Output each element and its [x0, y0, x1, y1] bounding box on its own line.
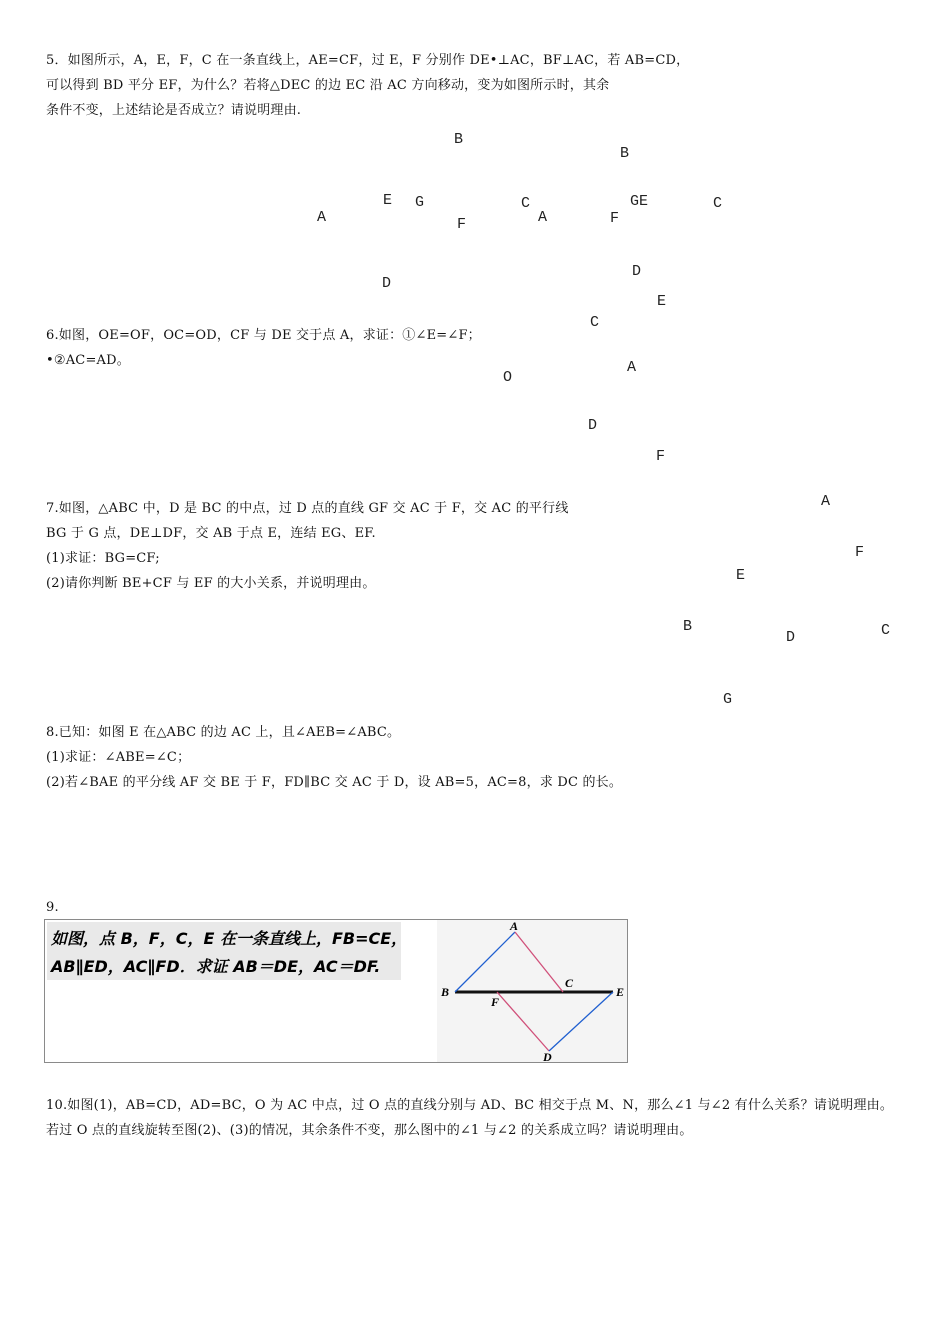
point-label-b: B	[620, 145, 630, 162]
q9-figure-box	[44, 919, 628, 1063]
point-label-f: F	[610, 210, 620, 227]
point-label-d: D	[632, 263, 642, 280]
point-label-c: C	[521, 195, 531, 212]
point-label-g: G	[723, 691, 733, 708]
point-label-c: C	[590, 314, 600, 331]
point-label-c: C	[881, 622, 891, 639]
point-label-f: F	[656, 448, 666, 465]
q8-line-2: (1)求证：∠ABE=∠C；	[46, 750, 191, 765]
point-label-d: D	[588, 417, 598, 434]
q6-line-2: •②AC=AD。	[46, 353, 130, 368]
q8-line-3: (2)若∠BAE 的平分线 AF 交 BE 于 F，FD∥BC 交 AC 于 D，设 AB=5，AC=8，求 DC 的长。	[46, 775, 623, 790]
point-label-g: G	[415, 194, 425, 211]
q9-text-line-2: AB∥ED，AC∥FD．求证 AB＝DE，AC＝DF.	[51, 957, 381, 976]
point-label-b: B	[683, 618, 693, 635]
q10-line-2: 若过 O 点的直线旋转至图(2)、(3)的情况，其余条件不变，那么图中的∠1 与∠2 的关系成立吗？请说明理由。	[46, 1123, 693, 1138]
q7-line-1: 7.如图，△ABC 中，D 是 BC 的中点，过 D 点的直线 GF 交 AC 于 F，交 AC 的平行线	[46, 501, 569, 516]
point-label-e: E	[383, 192, 393, 209]
q9-number: 9.	[46, 900, 59, 915]
q9-diagram-svg	[437, 920, 627, 1062]
q9-diagram	[437, 920, 627, 1062]
point-label-c: C	[713, 195, 723, 212]
q7-line-2: BG 于 G 点，DE⊥DF，交 AB 于点 E，连结 EG、EF.	[46, 526, 376, 541]
point-label-b: B	[441, 985, 450, 999]
q7-line-3: (1)求证：BG=CF;	[46, 551, 160, 566]
point-label-d: D	[786, 629, 796, 646]
q10-line-1: 10.如图(1)，AB=CD，AD=BC，O 为 AC 中点，过 O 点的直线分别与 AD、BC 相交于点 M、N，那么∠1 与∠2 有什么关系？请说明理由。	[46, 1098, 894, 1113]
point-label-f: F	[855, 544, 865, 561]
point-label-d: D	[382, 275, 392, 292]
segment-ab	[455, 932, 515, 992]
point-label-a: A	[510, 920, 519, 933]
segment-de	[549, 992, 613, 1051]
point-label-d: D	[543, 1050, 552, 1062]
point-label-a: A	[317, 209, 327, 226]
point-label-a: A	[821, 493, 831, 510]
q5-line-1: 5．如图所示，A，E，F，C 在一条直线上，AE=CF，过 E，F 分别作 DE•⊥AC，BF⊥AC，若 AB=CD，	[46, 53, 690, 68]
segment-fd	[497, 992, 549, 1051]
point-label-e: E	[657, 293, 667, 310]
q9-text-line-1: 如图，点 B，F，C，E 在一条直线上，FB=CE，	[51, 929, 408, 948]
point-label-ge: GE	[630, 193, 649, 210]
point-label-b: B	[454, 131, 464, 148]
point-label-c: C	[565, 976, 574, 990]
q5-line-2: 可以得到 BD 平分 EF，为什么？若将△DEC 的边 EC 沿 AC 方向移动，变为如图所示时，其余	[46, 78, 610, 93]
point-label-a: A	[538, 209, 548, 226]
segment-ac	[515, 932, 563, 992]
q9-text-strip	[47, 922, 408, 980]
point-label-e: E	[616, 985, 625, 999]
point-label-a: A	[627, 359, 637, 376]
point-label-e: E	[736, 567, 746, 584]
q8-line-1: 8.已知：如图 E 在△ABC 的边 AC 上，且∠AEB=∠ABC。	[46, 725, 401, 740]
point-label-f: F	[457, 216, 467, 233]
q5-line-3: 条件不变，上述结论是否成立？请说明理由.	[46, 103, 302, 118]
q7-line-4: (2)请你判断 BE+CF 与 EF 的大小关系，并说明理由。	[46, 576, 376, 591]
q6-line-1: 6.如图，OE=OF，OC=OD，CF 与 DE 交于点 A，求证：①∠E=∠F；	[46, 328, 481, 343]
point-label-f: F	[491, 995, 500, 1009]
point-label-o: O	[503, 369, 513, 386]
